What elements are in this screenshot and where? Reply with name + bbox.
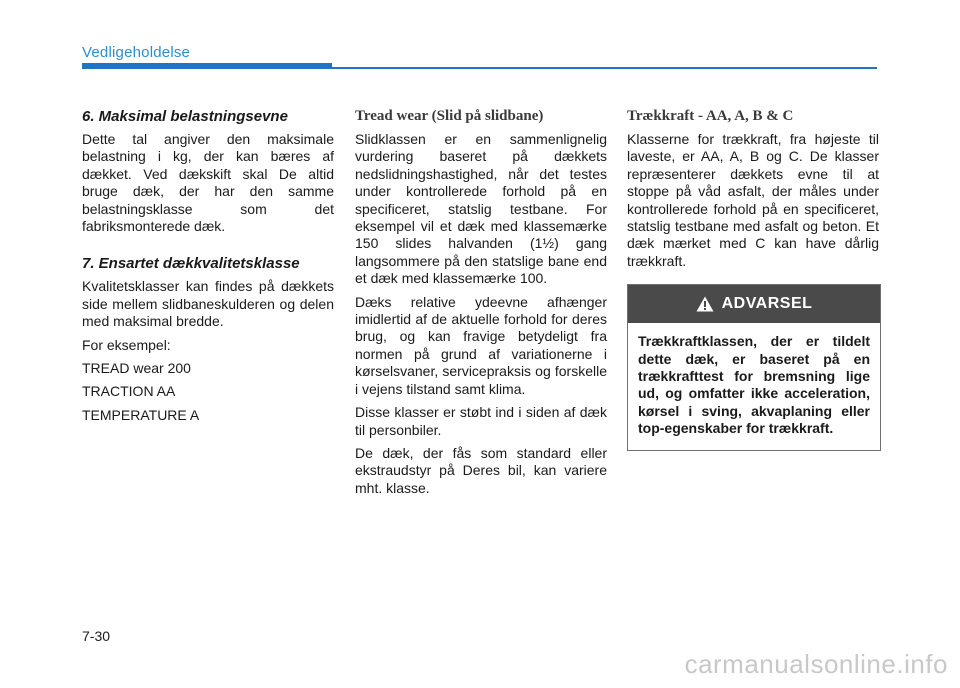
warning-title: ADVARSEL bbox=[721, 295, 813, 313]
paragraph-max-load: Dette tal angiver den maksimale belastning i kg, der kan bæres af dækket. Ved dækskift skal De altid bruge dæk, der har den samme belastningsklasse som det fabriksmonterede dæk. bbox=[82, 131, 334, 235]
example-line-traction: TRACTION AA bbox=[82, 383, 176, 400]
column-right bbox=[627, 108, 879, 451]
heading-tread-wear: Tread wear (Slid på slidbane) bbox=[355, 108, 544, 124]
section-title: Vedligeholdelse bbox=[82, 44, 191, 61]
warning-box bbox=[627, 284, 881, 450]
column-middle bbox=[355, 108, 607, 503]
column-left bbox=[82, 108, 334, 430]
warning-triangle-icon bbox=[696, 296, 714, 312]
paragraph-tread-wear-1: Slidklassen er en sammenlignelig vurdering baseret på dækkets nedslidningshastighed, når det testes under kontrollerede forhold på en specificeret, statslig testbane. For eksempel vil et dæk med klassemærke 150 slides halvanden (1½) gang langsommere på den statslige bane end et dæk med klassemærke 100. bbox=[355, 131, 607, 287]
heading-quality-grade: 7. Ensartet dækkvalitetsklasse bbox=[82, 255, 300, 273]
paragraph-tread-wear-3: Disse klasser er støbt ind i siden af dæk til personbiler. bbox=[355, 404, 607, 438]
paragraph-tread-wear-2: Dæks relative ydeevne afhænger imidlertid af de aktuelle forhold for deres brug, og kan fravige betydeligt fra normen på grund af variationerne i kørselsvaner, servicepraksis og forskelle i vejens tilstand samt klima. bbox=[355, 293, 607, 397]
warning-header bbox=[628, 285, 880, 323]
paragraph-tread-wear-4: De dæk, der fås som standard eller ekstraudstyr på Deres bil, kan variere mht. klasse. bbox=[355, 444, 607, 496]
example-intro: For eksempel: bbox=[82, 336, 171, 353]
header-rule-thin bbox=[332, 67, 877, 69]
heading-max-load: 6. Maksimal belastningsevne bbox=[82, 108, 288, 125]
example-line-tread: TREAD wear 200 bbox=[82, 360, 191, 377]
watermark: carmanualsonline.info bbox=[684, 649, 948, 679]
header-rule-thick bbox=[82, 63, 332, 69]
paragraph-quality-grade: Kvalitetsklasser kan findes på dækkets side mellem slidbaneskulderen og delen med maksimal bredde. bbox=[82, 278, 334, 330]
example-line-temperature: TEMPERATURE A bbox=[82, 406, 200, 423]
warning-text: Trækkraftklassen, der er tildelt dette dæk, er baseret på en trækkrafttest for bremsning lige ud, og omfatter ikke acceleration, kørsel i sving, akvaplaning eller top-egenskaber for trækkraft. bbox=[638, 333, 870, 437]
heading-traction: Trækkraft - AA, A, B & C bbox=[627, 108, 794, 124]
page-number: 7-30 bbox=[82, 628, 111, 644]
paragraph-traction: Klasserne for trækkraft, fra højeste til laveste, er AA, A, B og C. De klasser repræsenterer dækkets evne til at stoppe på våd asfalt, der måles under kontrollerede forhold på en specificeret, statslig testbane med asfalt og beton. Et dæk mærket med C kan have dårlig trækkraft. bbox=[627, 131, 879, 269]
